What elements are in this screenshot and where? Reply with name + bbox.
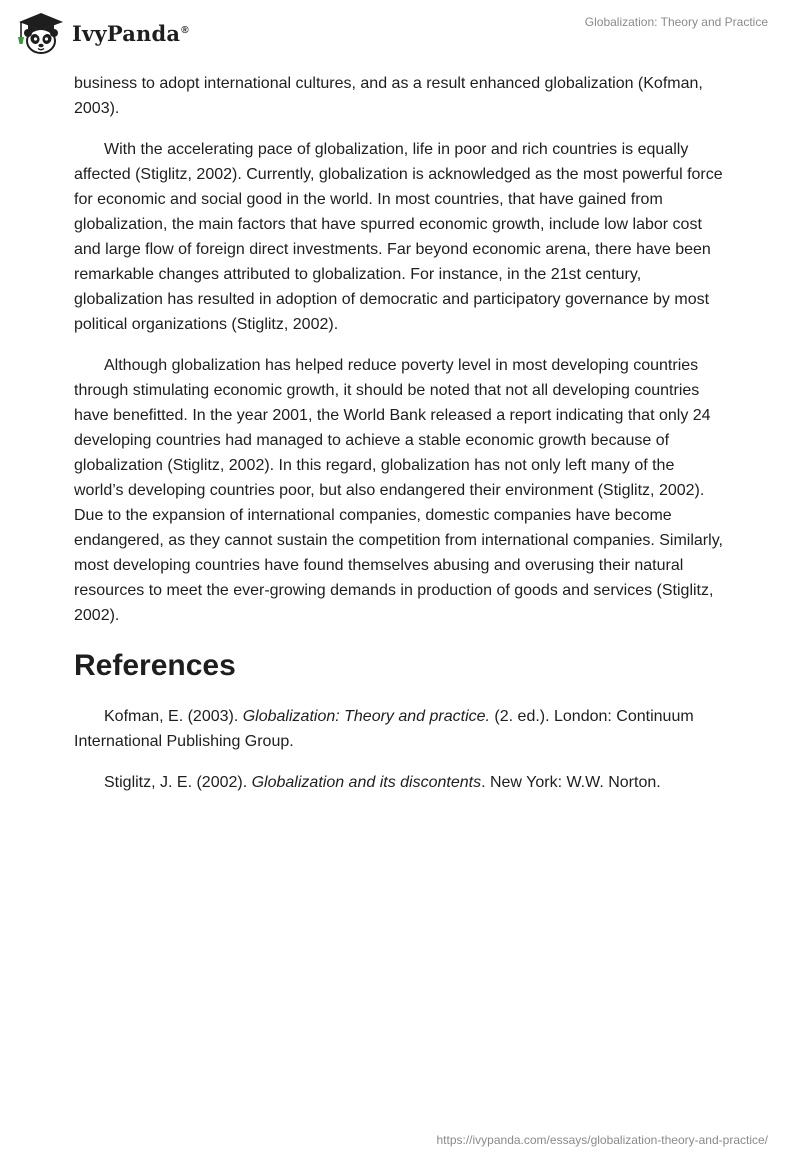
reference-title: Globalization and its discontents xyxy=(251,774,482,791)
references-heading: References xyxy=(74,649,236,682)
page-header xyxy=(0,0,800,70)
ivypanda-logo[interactable] xyxy=(16,8,189,58)
logo-text: IvyPanda® xyxy=(72,20,189,46)
reference-item: Kofman, E. (2003). Globalization: Theory and practice. (2. ed.). London: Continuum International Publishing Group. xyxy=(74,708,694,750)
paragraph: Although globalization has helped reduce poverty level in most developing countries through stimulating economic growth, it should be noted that not all developing countries have benefitted. In the year 2001, the World Bank released a report indicating that only 24 developing countries had managed to achieve a stable economic growth because of globalization (Stiglitz, 2002). In this regard, globalization has not only left many of the world’s developing countries poor, but also endangered their environment (Stiglitz, 2002). Due to the expansion of international companies, domestic companies have become endangered, as they cannot sustain the competition from international companies. Similarly, most developing countries have found themselves abusing and overusing their natural resources to meet the ever-growing demands in production of goods and services (Stiglitz, 2002). xyxy=(74,357,723,624)
reference-title: Globalization: Theory and practice. xyxy=(242,708,490,725)
source-url-link[interactable]: https://ivypanda.com/essays/globalization-theory-and-practice/ xyxy=(436,1133,768,1147)
document-title: Globalization: Theory and Practice xyxy=(584,15,768,29)
reference-item: Stiglitz, J. E. (2002). Globalization and its discontents. New York: W.W. Norton. xyxy=(104,774,661,791)
paragraph: business to adopt international cultures, and as a result enhanced globalization (Kofman, 2003). xyxy=(74,75,703,117)
panda-graduate-icon xyxy=(16,11,66,55)
essay-body xyxy=(74,71,726,811)
paragraph: With the accelerating pace of globalization, life in poor and rich countries is equally affected (Stiglitz, 2002). Currently, globalization is acknowledged as the most powerful force for economic and social good in the world. In most countries, that have gained from globalization, the main factors that have spurred economic growth, include low labor cost and large flow of foreign direct investments. Far beyond economic arena, there have been remarkable changes attributed to globalization. For instance, in the 21st century, globalization has resulted in adoption of democratic and participatory governance by most political organizations (Stiglitz, 2002). xyxy=(74,141,723,333)
